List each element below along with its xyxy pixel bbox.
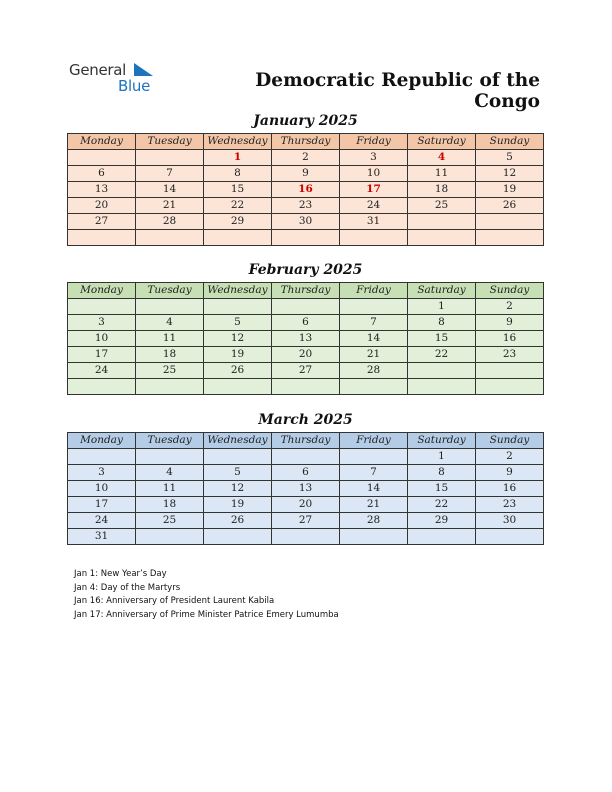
day-cell — [476, 363, 544, 379]
day-cell: 13 — [272, 331, 340, 347]
day-cell — [204, 449, 272, 465]
day-cell: 10 — [340, 166, 408, 182]
day-cell: 20 — [272, 497, 340, 513]
day-cell: 1 — [408, 299, 476, 315]
day-cell — [68, 379, 136, 395]
day-cell: 14 — [340, 481, 408, 497]
weekday-header: Wednesday — [204, 134, 272, 150]
week-row — [68, 214, 544, 230]
week-row — [68, 166, 544, 182]
week-row — [68, 449, 544, 465]
day-cell: 15 — [408, 481, 476, 497]
day-cell: 30 — [272, 214, 340, 230]
weekday-header: Friday — [340, 433, 408, 449]
day-cell — [272, 299, 340, 315]
day-cell: 3 — [68, 315, 136, 331]
week-row — [68, 198, 544, 214]
week-row — [68, 150, 544, 166]
day-cell: 17 — [68, 347, 136, 363]
holiday-note: Jan 1: New Year’s Day — [74, 569, 167, 579]
day-cell — [204, 379, 272, 395]
day-cell: 6 — [272, 465, 340, 481]
week-row — [68, 230, 544, 246]
weekday-header-row — [68, 433, 544, 449]
day-cell — [272, 230, 340, 246]
day-cell: 28 — [136, 214, 204, 230]
weekday-header: Sunday — [476, 283, 544, 299]
weekday-header-row — [68, 283, 544, 299]
day-cell — [68, 230, 136, 246]
day-cell: 27 — [272, 513, 340, 529]
holiday-note: Jan 16: Anniversary of President Laurent Kabila — [74, 596, 275, 606]
weekday-header: Sunday — [476, 134, 544, 150]
week-row — [68, 299, 544, 315]
day-cell: 27 — [68, 214, 136, 230]
day-cell: 15 — [204, 182, 272, 198]
day-cell: 28 — [340, 363, 408, 379]
day-cell — [68, 449, 136, 465]
day-cell: 8 — [408, 315, 476, 331]
day-cell — [136, 449, 204, 465]
weekday-header: Sunday — [476, 433, 544, 449]
week-row — [68, 182, 544, 198]
week-row — [68, 529, 544, 545]
calendar-march — [67, 432, 544, 545]
weekday-header: Wednesday — [204, 283, 272, 299]
day-cell: 10 — [68, 331, 136, 347]
weekday-header: Friday — [340, 134, 408, 150]
day-cell — [340, 230, 408, 246]
day-cell: 18 — [136, 347, 204, 363]
calendar-february — [67, 282, 544, 395]
day-cell — [408, 214, 476, 230]
day-cell — [136, 379, 204, 395]
day-cell: 24 — [68, 513, 136, 529]
day-cell: 9 — [476, 315, 544, 331]
day-cell: 5 — [204, 465, 272, 481]
logo — [69, 60, 159, 96]
holiday-notes — [74, 568, 339, 622]
day-cell: 21 — [340, 347, 408, 363]
day-cell: 30 — [476, 513, 544, 529]
day-cell — [68, 299, 136, 315]
day-cell: 22 — [204, 198, 272, 214]
week-row — [68, 347, 544, 363]
day-cell: 26 — [204, 513, 272, 529]
weekday-header: Monday — [68, 283, 136, 299]
holiday-note: Jan 17: Anniversary of Prime Minister Patrice Emery Lumumba — [74, 609, 339, 620]
page-title: Democratic Republic of the Congo — [255, 70, 540, 112]
day-cell: 25 — [136, 513, 204, 529]
day-cell: 6 — [68, 166, 136, 182]
day-cell: 14 — [340, 331, 408, 347]
day-cell — [272, 379, 340, 395]
day-cell: 12 — [476, 166, 544, 182]
day-cell: 5 — [204, 315, 272, 331]
day-cell — [408, 230, 476, 246]
logo-text-general: General — [69, 61, 127, 79]
weekday-header: Thursday — [272, 134, 340, 150]
day-cell: 18 — [136, 497, 204, 513]
day-cell: 9 — [476, 465, 544, 481]
weekday-header: Tuesday — [136, 433, 204, 449]
day-cell: 8 — [204, 166, 272, 182]
month-title-january: January 2025 — [253, 113, 358, 129]
day-cell — [408, 363, 476, 379]
day-cell: 3 — [68, 465, 136, 481]
week-row — [68, 379, 544, 395]
day-cell — [476, 230, 544, 246]
day-cell — [204, 230, 272, 246]
week-row — [68, 465, 544, 481]
month-title-february: February 2025 — [248, 262, 363, 278]
day-cell — [204, 529, 272, 545]
day-cell: 7 — [136, 166, 204, 182]
week-row — [68, 497, 544, 513]
day-cell: 23 — [476, 347, 544, 363]
day-cell: 22 — [408, 347, 476, 363]
week-row — [68, 315, 544, 331]
day-cell: 6 — [272, 315, 340, 331]
day-cell: 16 — [272, 182, 340, 198]
day-cell: 14 — [136, 182, 204, 198]
day-cell: 1 — [204, 150, 272, 166]
day-cell: 4 — [408, 150, 476, 166]
weekday-header: Thursday — [272, 283, 340, 299]
day-cell: 11 — [408, 166, 476, 182]
day-cell: 29 — [204, 214, 272, 230]
day-cell: 21 — [340, 497, 408, 513]
day-cell: 2 — [272, 150, 340, 166]
day-cell — [408, 529, 476, 545]
day-cell — [272, 529, 340, 545]
day-cell — [408, 379, 476, 395]
day-cell: 19 — [476, 182, 544, 198]
day-cell: 22 — [408, 497, 476, 513]
day-cell: 2 — [476, 299, 544, 315]
weekday-header: Friday — [340, 283, 408, 299]
weekday-header: Saturday — [408, 134, 476, 150]
day-cell — [340, 299, 408, 315]
day-cell: 26 — [204, 363, 272, 379]
day-cell — [136, 529, 204, 545]
day-cell — [340, 529, 408, 545]
day-cell: 3 — [340, 150, 408, 166]
weekday-header: Saturday — [408, 283, 476, 299]
week-row — [68, 513, 544, 529]
day-cell: 7 — [340, 315, 408, 331]
day-cell: 2 — [476, 449, 544, 465]
weekday-header: Wednesday — [204, 433, 272, 449]
day-cell: 9 — [272, 166, 340, 182]
day-cell: 26 — [476, 198, 544, 214]
day-cell — [476, 529, 544, 545]
logo-text-blue: Blue — [118, 77, 150, 95]
day-cell: 23 — [272, 198, 340, 214]
day-cell: 20 — [68, 198, 136, 214]
day-cell — [136, 299, 204, 315]
day-cell: 19 — [204, 347, 272, 363]
day-cell: 31 — [68, 529, 136, 545]
day-cell: 1 — [408, 449, 476, 465]
day-cell: 13 — [272, 481, 340, 497]
day-cell: 17 — [68, 497, 136, 513]
day-cell: 25 — [136, 363, 204, 379]
day-cell: 5 — [476, 150, 544, 166]
holiday-note: Jan 4: Day of the Martyrs — [74, 582, 181, 593]
day-cell — [476, 214, 544, 230]
day-cell: 24 — [68, 363, 136, 379]
week-row — [68, 481, 544, 497]
weekday-header: Tuesday — [136, 283, 204, 299]
day-cell: 8 — [408, 465, 476, 481]
week-row — [68, 363, 544, 379]
day-cell — [68, 150, 136, 166]
day-cell: 13 — [68, 182, 136, 198]
day-cell: 4 — [136, 315, 204, 331]
day-cell: 4 — [136, 465, 204, 481]
day-cell: 29 — [408, 513, 476, 529]
day-cell: 12 — [204, 481, 272, 497]
day-cell: 11 — [136, 331, 204, 347]
day-cell: 19 — [204, 497, 272, 513]
day-cell — [204, 299, 272, 315]
day-cell: 17 — [340, 182, 408, 198]
calendar-january — [67, 133, 544, 246]
logo-flag-icon — [134, 63, 154, 77]
weekday-header: Monday — [68, 134, 136, 150]
day-cell — [476, 379, 544, 395]
day-cell — [340, 449, 408, 465]
day-cell: 16 — [476, 331, 544, 347]
weekday-header: Tuesday — [136, 134, 204, 150]
day-cell: 12 — [204, 331, 272, 347]
day-cell — [136, 230, 204, 246]
day-cell: 18 — [408, 182, 476, 198]
day-cell: 15 — [408, 331, 476, 347]
day-cell: 25 — [408, 198, 476, 214]
weekday-header: Thursday — [272, 433, 340, 449]
day-cell — [136, 150, 204, 166]
day-cell: 31 — [340, 214, 408, 230]
day-cell: 24 — [340, 198, 408, 214]
weekday-header-row — [68, 134, 544, 150]
day-cell: 27 — [272, 363, 340, 379]
day-cell: 10 — [68, 481, 136, 497]
weekday-header: Monday — [68, 433, 136, 449]
week-row — [68, 331, 544, 347]
weekday-header: Saturday — [408, 433, 476, 449]
day-cell: 23 — [476, 497, 544, 513]
day-cell: 7 — [340, 465, 408, 481]
day-cell: 21 — [136, 198, 204, 214]
day-cell: 28 — [340, 513, 408, 529]
day-cell — [340, 379, 408, 395]
day-cell: 16 — [476, 481, 544, 497]
month-title-march: March 2025 — [258, 412, 353, 428]
day-cell: 11 — [136, 481, 204, 497]
day-cell — [272, 449, 340, 465]
day-cell: 20 — [272, 347, 340, 363]
